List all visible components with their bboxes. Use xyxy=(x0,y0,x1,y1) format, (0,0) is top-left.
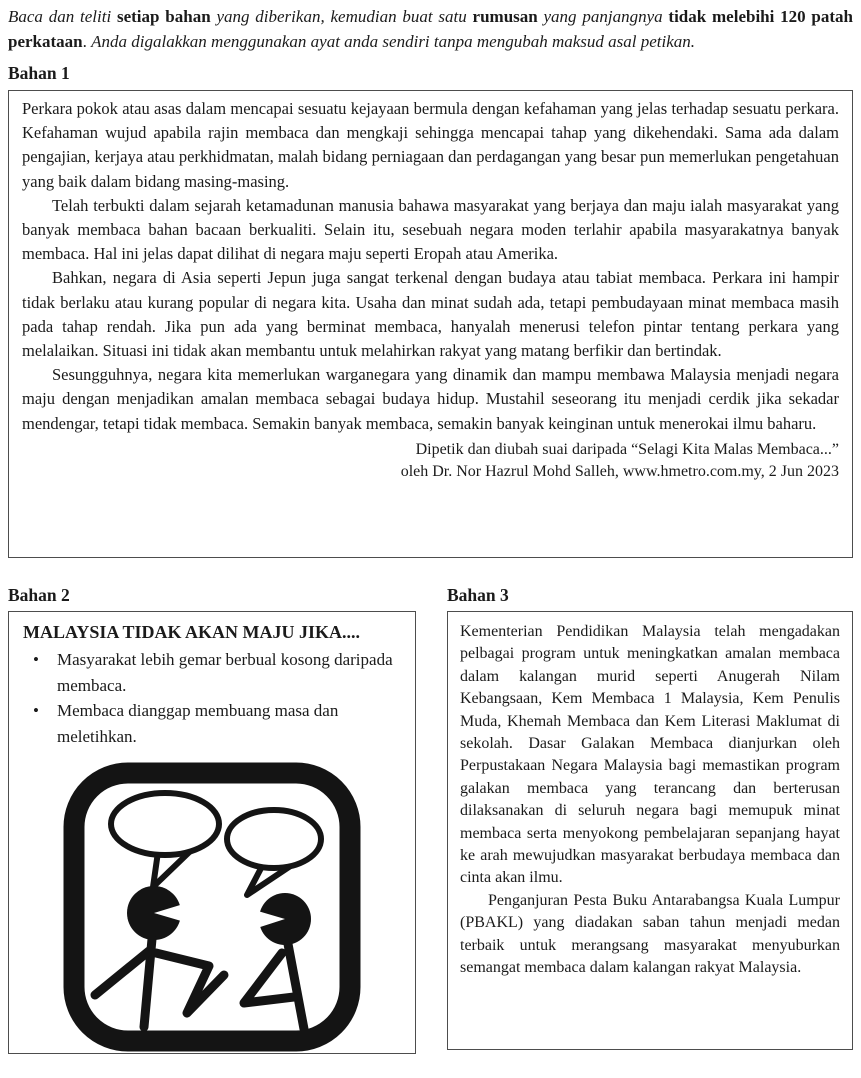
bahan2-title: MALAYSIA TIDAK AKAN MAJU JIKA.... xyxy=(23,622,361,642)
bahan1-box xyxy=(8,90,853,558)
bahan1-paragraph-3: Bahkan, negara di Asia seperti Jepun juga sangat terkenal dengan budaya atau tabiat membaca. Perkara ini hampir tidak berlaku atau kurang popular di negara kita. Usaha dan minat sudah ada, tetapi pembudayaan minat membaca masih pada tahap rendah. Jika pun ada yang berminat membaca, hanyalah menerusi telefon pintar tentang perkara yang melalaikan. Situasi ini tidak akan membantu untuk melahirkan rakyat yang matang berfikir dan bertindak. xyxy=(22,268,839,361)
bullet-item: • Membaca dianggap membuang masa dan meletihkan. xyxy=(21,698,403,749)
bahan2-box xyxy=(8,611,416,1054)
bahan2-bullet-list xyxy=(21,647,403,749)
attribution-line-1: Dipetik dan diubah suai daripada “Selagi Kita Malas Membaca...” xyxy=(415,440,839,458)
instruction-segment: . xyxy=(82,31,92,51)
bullet-item: • Masyarakat lebih gemar berbual kosong daripada membaca. xyxy=(21,647,403,698)
instruction-segment: Baca dan teliti xyxy=(8,7,117,26)
instruction-segment: yang diberikan, kemudian buat satu xyxy=(210,7,473,26)
bahan2-heading: Bahan 2 xyxy=(8,585,70,605)
attribution-line-2: oleh Dr. Nor Hazrul Mohd Salleh, www.hmetro.com.my, 2 Jun 2023 xyxy=(400,463,839,481)
two-people-chatting-icon xyxy=(61,761,363,1053)
bahan1-heading: Bahan 1 xyxy=(8,63,70,83)
instruction-segment: tidak melebihi 120 patah perkataan xyxy=(8,7,853,51)
bahan1-paragraph-2: Telah terbukti dalam sejarah ketamadunan manusia bahawa masyarakat yang berjaya dan maju ialah masyarakat yang banyak membaca bahan bacaan berkualiti. Selain itu, sesebuah negara moden terlahir apabila masyarakatnya banyak membaca. Hal ini jelas dapat dilihat di negara maju seperti Eropah atau Amerika. xyxy=(22,195,839,264)
instruction-text xyxy=(8,5,853,54)
source-attribution xyxy=(22,439,839,484)
instruction-segment: setiap bahan xyxy=(116,7,211,26)
bahan3-paragraph-2: Penganjuran Pesta Buku Antarabangsa Kuala Lumpur (PBAKL) yang diadakan saban tahun menjadi medan terbaik untuk merangsang masyarakat menyuburkan semangat membaca dalam kalangan rakyat Malaysia. xyxy=(460,891,840,977)
instruction-segment: rumusan xyxy=(472,7,538,26)
instruction-segment: yang panjangnya xyxy=(537,7,669,26)
bahan3-box xyxy=(447,611,853,1050)
bahan3-heading: Bahan 3 xyxy=(447,585,509,605)
bahan1-paragraph-4: Sesungguhnya, negara kita memerlukan warganegara yang dinamik dan mampu membawa Malaysia menjadi negara maju dengan menjadikan amalan membaca sebagai budaya hidup. Mustahil seseorang itu menjadi cerdik jika sekadar mendengar, tetapi tidak membaca. Semakin banyak membaca, semakin banyak keinginan untuk menerokai ilmu baharu. xyxy=(22,365,839,433)
conversation-illustration xyxy=(21,761,403,1054)
instruction-segment: Anda digalakkan menggunakan ayat anda sendiri tanpa mengubah maksud asal petikan. xyxy=(91,31,696,51)
bahan3-paragraph-1: Kementerian Pendidikan Malaysia telah mengadakan pelbagai program untuk meningkatkan amalan membaca dalam kalangan murid seperti Anugerah Nilam Kebangsaan, Kem Membaca 1 Malaysia, Kem Penulis Muda, Khemah Membaca dan Kem Literasi Maklumat di sekolah. Dasar Galakan Membaca dianjurkan oleh Perpustakaan Negara Malaysia bagi memastikan program galakan membaca yang terancang dan berterusan dilaksanakan di seluruh negara bagi memupuk minat membaca serta menyokong pembelajaran sepanjang hayat ke arah mewujudkan masyarakat berbudaya membaca dan cinta akan ilmu. xyxy=(460,623,840,887)
bahan1-paragraph-1: Perkara pokok atau asas dalam mencapai sesuatu kejayaan bermula dengan kefahaman yang jelas terhadap sesuatu perkara. Kefahaman wujud apabila rajin membaca dan mengkaji sehingga mencapai tahap yang dikehendaki. Sama ada dalam pengajian, kerjaya atau perkhidmatan, malah bidang perniagaan dan perdagangan yang besar pun memerlukan pengetahuan yang baik dalam bidang masing-masing. xyxy=(22,99,839,191)
